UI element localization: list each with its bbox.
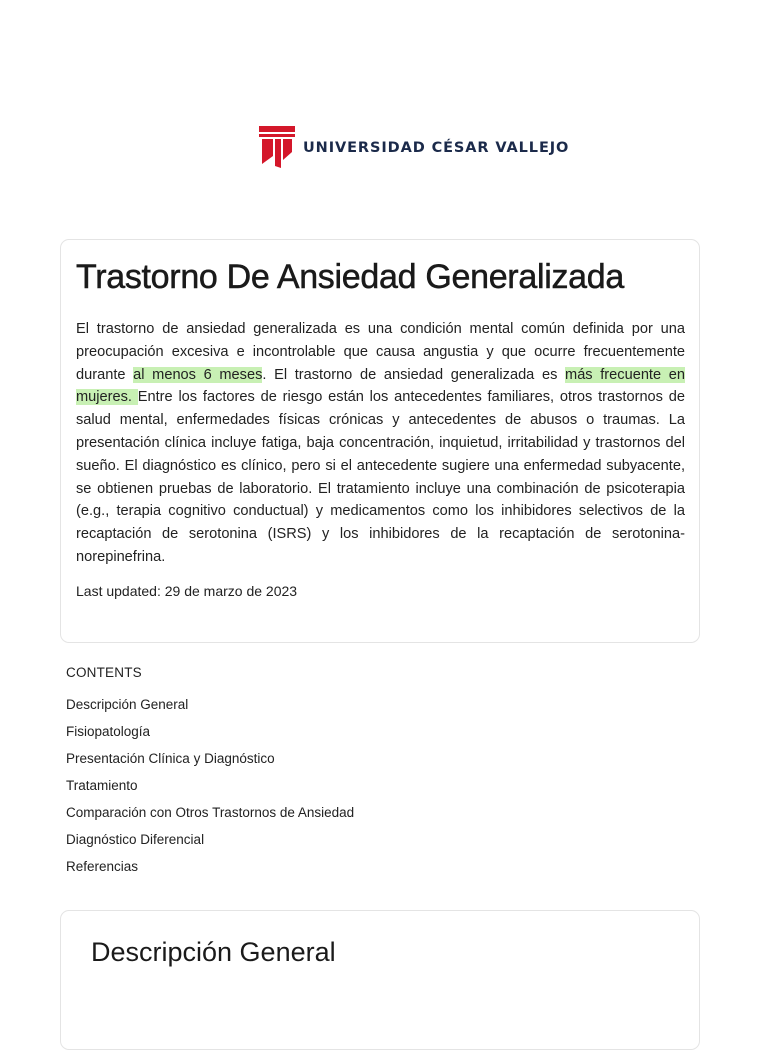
toc-link-fisiopatologia[interactable]: Fisiopatología — [66, 724, 151, 739]
toc-link-descripcion-general[interactable]: Descripción General — [66, 697, 189, 712]
highlight-duration: al menos 6 meses — [133, 366, 263, 383]
university-logo — [259, 126, 569, 168]
toc-link-tratamiento[interactable]: Tratamiento — [66, 778, 138, 793]
summary-text: Entre los factores de riesgo están los antecedentes familiares, otros trastornos de salud mental, enfermedades físicas crónicas y antecedentes de abusos o traumas. La presentación clínica incluye fatiga, baja concentración, inquietud, irritabilidad y trastornos del sueño. El diagnóstico es clínico, pero si el antecedente sugiere una enfermedad subyacente, se obtienen pruebas de laboratorio. El tratamiento incluye una combinación de psicoterapia (e.g., terapia cognitivo conductual) y medicamentos como los inhibidores selectivos de la recaptación de serotonina (ISRS) y los inhibidores de la recaptación de serotonina-norepinefrina. — [76, 389, 685, 565]
summary-paragraph — [76, 318, 685, 569]
section-heading: Descripción General — [91, 937, 336, 967]
toc-link-referencias[interactable]: Referencias — [66, 859, 139, 874]
toc-link-presentacion-clinica[interactable]: Presentación Clínica y Diagnóstico — [66, 751, 275, 766]
highlight-prevalence: más frecuente en mujeres. — [76, 366, 685, 406]
summary-text: . El trastorno de ansiedad generalizada es — [262, 366, 566, 383]
shield-logo-icon — [259, 126, 295, 168]
summary-card — [60, 239, 700, 643]
section-card — [60, 910, 700, 1050]
toc-link-diagnostico-diferencial[interactable]: Diagnóstico Diferencial — [66, 832, 205, 847]
page-title: Trastorno De Ansiedad Generalizada — [76, 258, 624, 296]
university-name: UNIVERSIDAD CÉSAR VALLEJO — [303, 140, 570, 156]
table-of-contents — [66, 665, 354, 885]
last-updated: Last updated: 29 de marzo de 2023 — [76, 582, 298, 599]
summary-text: El trastorno de ansiedad generalizada es una condición mental común definida por una preocupación excesiva e incontrolable que causa angustia y que ocurre frecuentemente durante — [76, 321, 685, 383]
toc-link-comparacion[interactable]: Comparación con Otros Trastornos de Ansiedad — [66, 805, 355, 820]
contents-heading: CONTENTS — [66, 665, 142, 680]
